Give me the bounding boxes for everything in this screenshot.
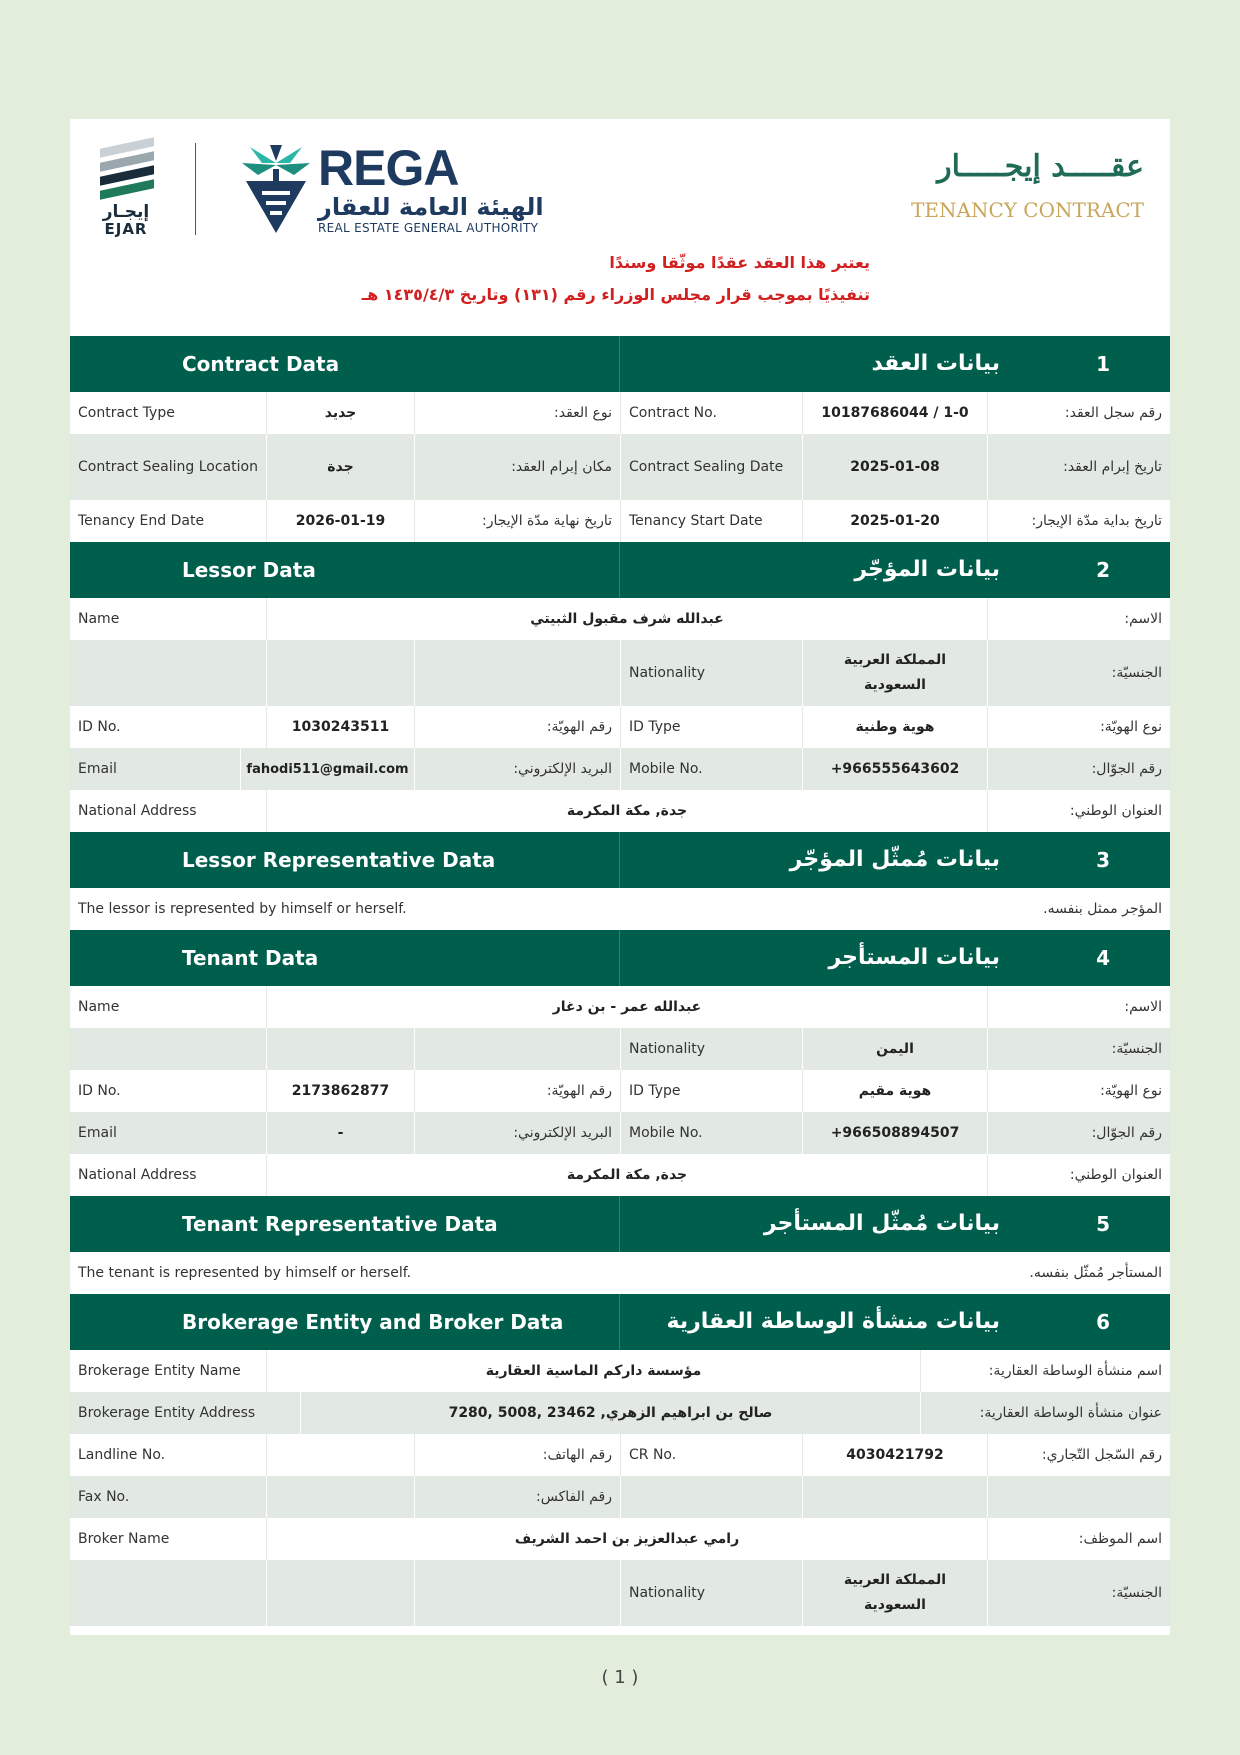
field-label-ar: البريد الإلكتروني:	[414, 1112, 620, 1154]
section-title-en: Tenant Representative Data	[182, 1212, 498, 1236]
field-label-en: CR No.	[620, 1434, 802, 1476]
rega-logo	[240, 140, 570, 238]
field-label-ar: رقم الفاكس:	[414, 1476, 620, 1518]
representation-text-ar: المؤجر ممثل بنفسه.	[1043, 901, 1162, 917]
tenant-row-name	[70, 986, 1170, 1028]
field-value: اليمن	[802, 1028, 987, 1070]
tenant-row-address	[70, 1154, 1170, 1196]
field-value: جدة, مكة المكرمة	[266, 790, 987, 832]
field-value	[266, 1434, 414, 1476]
field-label-en: Brokerage Entity Name	[78, 1363, 241, 1379]
field-label-en: Fax No.	[78, 1489, 130, 1505]
section-number: 3	[1096, 848, 1110, 872]
field-label-ar: عنوان منشأة الوساطة العقارية:	[920, 1392, 1170, 1434]
section-number: 2	[1096, 558, 1110, 582]
broker-row-entity-name	[70, 1350, 1170, 1392]
field-value: مؤسسة داركم الماسية العقارية	[266, 1350, 920, 1392]
field-value: صالح بن ابراهيم الزهري, 23462 ,5008 ,7280	[300, 1392, 920, 1434]
ejar-logo	[94, 141, 158, 237]
field-value	[266, 1476, 414, 1518]
section-title-en: Lessor Representative Data	[182, 848, 496, 872]
section-header-tenant-rep	[70, 1196, 1170, 1252]
empty-cell	[620, 1476, 802, 1518]
field-label-ar: الجنسيّة:	[987, 640, 1170, 706]
ejar-logo-english: EJAR	[104, 220, 148, 238]
broker-row-landline	[70, 1434, 1170, 1476]
field-value: 2025-01-20	[802, 500, 987, 542]
field-value: 4030421792	[802, 1434, 987, 1476]
field-label-ar: البريد الإلكتروني:	[414, 748, 620, 790]
field-label-en: Contract Sealing Location	[78, 458, 258, 475]
field-label-en: ID Type	[620, 1070, 802, 1112]
contract-page	[70, 119, 1170, 1635]
rega-wordmark: REGA	[318, 140, 459, 196]
field-label-en: National Address	[78, 1167, 197, 1183]
section-title-en: Tenant Data	[182, 946, 319, 970]
title-english: TENANCY CONTRACT	[911, 198, 1144, 222]
section-number: 6	[1096, 1310, 1110, 1334]
empty-cell	[70, 640, 266, 706]
field-label-ar: نوع العقد:	[414, 392, 620, 434]
section-title-en: Lessor Data	[182, 558, 316, 582]
section-title-ar: بيانات المؤجّر	[854, 557, 1000, 582]
representation-text-en: The lessor is represented by himself or herself.	[78, 901, 407, 917]
field-label-en: Email	[78, 761, 117, 777]
section-title-ar: بيانات مُمثّل المؤجّر	[789, 847, 1000, 872]
field-value: 10187686044 / 1-0	[802, 392, 987, 434]
field-value: عبدالله شرف مقبول الثبيتي	[266, 598, 987, 640]
empty-cell	[266, 1560, 414, 1626]
field-label-en: Broker Name	[78, 1531, 170, 1547]
legal-notice-line2: تنفيذيًا بموجب قرار مجلس الوزراء رقم (١٣١) وتاريخ ١٤٣٥/٤/٣ هـ	[361, 285, 870, 304]
document-header	[70, 119, 1170, 336]
representation-text-ar: المستأجر مُمثّل بنفسه.	[1029, 1265, 1162, 1281]
representation-text-en: The tenant is represented by himself or herself.	[78, 1265, 412, 1281]
field-label-en: Contract Type	[78, 405, 175, 421]
field-label-ar: اسم الموظف:	[987, 1518, 1170, 1560]
field-label-ar: الاسم:	[987, 986, 1170, 1028]
section-title-ar: بيانات العقد	[871, 351, 1000, 376]
field-label-en: ID Type	[620, 706, 802, 748]
contract-row-sealing	[70, 434, 1170, 500]
field-label-ar: رقم سجل العقد:	[987, 392, 1170, 434]
section-number: 4	[1096, 946, 1110, 970]
tenant-rep-row	[70, 1252, 1170, 1294]
empty-cell	[414, 1028, 620, 1070]
field-label-en: ID No.	[78, 1083, 121, 1099]
section-number: 1	[1096, 352, 1110, 376]
field-value: fahodi511@gmail.com	[240, 748, 414, 790]
empty-cell	[987, 1476, 1170, 1518]
field-value: جدة	[266, 434, 414, 500]
field-label-en: ID No.	[78, 719, 121, 735]
field-label-en: Nationality	[620, 640, 802, 706]
section-title-ar: بيانات المستأجر	[828, 945, 1000, 970]
field-label-en: Landline No.	[78, 1447, 166, 1463]
field-label-en: Email	[78, 1125, 117, 1141]
field-label-ar: نوع الهويّة:	[987, 1070, 1170, 1112]
section-number: 5	[1096, 1212, 1110, 1236]
field-label-en: Nationality	[620, 1560, 802, 1626]
field-label-en: Name	[78, 611, 120, 627]
field-label-en: Contract No.	[620, 392, 802, 434]
section-header-lessor-rep	[70, 832, 1170, 888]
field-label-ar: نوع الهويّة:	[987, 706, 1170, 748]
empty-cell	[266, 640, 414, 706]
page-number: ( 1 )	[601, 1667, 639, 1688]
field-label-en: Tenancy Start Date	[620, 500, 802, 542]
field-label-en: Mobile No.	[620, 748, 802, 790]
section-title-en: Brokerage Entity and Broker Data	[182, 1310, 564, 1334]
field-value: رامي عبدالعزيز بن احمد الشريف	[266, 1518, 987, 1560]
field-label-ar: رقم الهاتف:	[414, 1434, 620, 1476]
field-label-ar: تاريخ إبرام العقد:	[987, 434, 1170, 500]
broker-row-nationality	[70, 1560, 1170, 1626]
section-header-broker	[70, 1294, 1170, 1350]
title-arabic: عقـــــد إيجـــــار	[937, 149, 1144, 184]
lessor-row-nationality	[70, 640, 1170, 706]
rega-english-name: REAL ESTATE GENERAL AUTHORITY	[318, 221, 539, 235]
field-value: +966508894507	[802, 1112, 987, 1154]
field-label-ar: تاريخ بداية مدّة الإيجار:	[987, 500, 1170, 542]
field-label-ar: مكان إبرام العقد:	[414, 434, 620, 500]
broker-row-broker-name	[70, 1518, 1170, 1560]
ejar-stripes-icon	[96, 141, 156, 201]
lessor-row-name	[70, 598, 1170, 640]
field-value: جدة, مكة المكرمة	[266, 1154, 987, 1196]
lessor-row-contact	[70, 748, 1170, 790]
field-label-en: Name	[78, 999, 120, 1015]
field-value: هوية مقيم	[802, 1070, 987, 1112]
broker-row-fax	[70, 1476, 1170, 1518]
field-label-en: Contract Sealing Date	[620, 434, 802, 500]
field-label-ar: العنوان الوطني:	[987, 790, 1170, 832]
field-label-ar: رقم الهويّة:	[414, 706, 620, 748]
section-title-ar: بيانات منشأة الوساطة العقارية	[666, 1309, 1000, 1334]
field-label-ar: الجنسيّة:	[987, 1560, 1170, 1626]
field-label-ar: رقم الجوّال:	[987, 748, 1170, 790]
field-value: 1030243511	[266, 706, 414, 748]
field-label-ar: رقم الجوّال:	[987, 1112, 1170, 1154]
logo-divider	[195, 143, 196, 235]
legal-notice	[362, 247, 870, 311]
lessor-row-address	[70, 790, 1170, 832]
field-value: المملكة العربية السعودية	[802, 1560, 987, 1626]
field-value: -	[266, 1112, 414, 1154]
field-value: جديد	[266, 392, 414, 434]
ejar-logo-arabic: إيجـار	[102, 202, 150, 222]
section-header-lessor	[70, 542, 1170, 598]
empty-cell	[414, 1560, 620, 1626]
lessor-rep-row	[70, 888, 1170, 930]
field-label-en: Nationality	[620, 1028, 802, 1070]
field-label-ar: رقم الهويّة:	[414, 1070, 620, 1112]
document-title	[911, 149, 1144, 222]
rega-arabic-name: الهيئة العامة للعقار	[318, 193, 544, 221]
empty-cell	[414, 640, 620, 706]
tenant-row-contact	[70, 1112, 1170, 1154]
tenant-row-id	[70, 1070, 1170, 1112]
field-value: 2026-01-19	[266, 500, 414, 542]
broker-row-entity-address	[70, 1392, 1170, 1434]
empty-cell	[266, 1028, 414, 1070]
lessor-row-id	[70, 706, 1170, 748]
field-value: +966555643602	[802, 748, 987, 790]
field-value: هوية وطنية	[802, 706, 987, 748]
contract-row-tenancy	[70, 500, 1170, 542]
section-header-contract	[70, 336, 1170, 392]
empty-cell	[70, 1560, 266, 1626]
contract-row-type	[70, 392, 1170, 434]
tenant-row-nationality	[70, 1028, 1170, 1070]
section-title-ar: بيانات مُمثّل المستأجر	[763, 1211, 1000, 1236]
section-header-tenant	[70, 930, 1170, 986]
rega-palm-icon	[240, 143, 312, 235]
field-label-ar: الجنسيّة:	[987, 1028, 1170, 1070]
field-label-ar: رقم السّجل التّجاري:	[987, 1434, 1170, 1476]
field-label-en: Mobile No.	[620, 1112, 802, 1154]
field-label-en: Brokerage Entity Address	[78, 1405, 256, 1421]
field-label-ar: الاسم:	[987, 598, 1170, 640]
legal-notice-line1: يعتبر هذا العقد عقدًا موثّقا وسندًا	[609, 253, 870, 272]
section-title-en: Contract Data	[182, 352, 340, 376]
field-label-ar: العنوان الوطني:	[987, 1154, 1170, 1196]
field-value: 2025-01-08	[802, 434, 987, 500]
field-value: 2173862877	[266, 1070, 414, 1112]
field-value: المملكة العربية السعودية	[802, 640, 987, 706]
field-label-ar: اسم منشأة الوساطة العقارية:	[920, 1350, 1170, 1392]
field-value: عبدالله عمر - بن دغار	[266, 986, 987, 1028]
field-label-en: National Address	[78, 803, 197, 819]
field-label-ar: تاريخ نهاية مدّة الإيجار:	[414, 500, 620, 542]
empty-cell	[70, 1028, 266, 1070]
empty-cell	[802, 1476, 987, 1518]
field-label-en: Tenancy End Date	[78, 513, 205, 529]
